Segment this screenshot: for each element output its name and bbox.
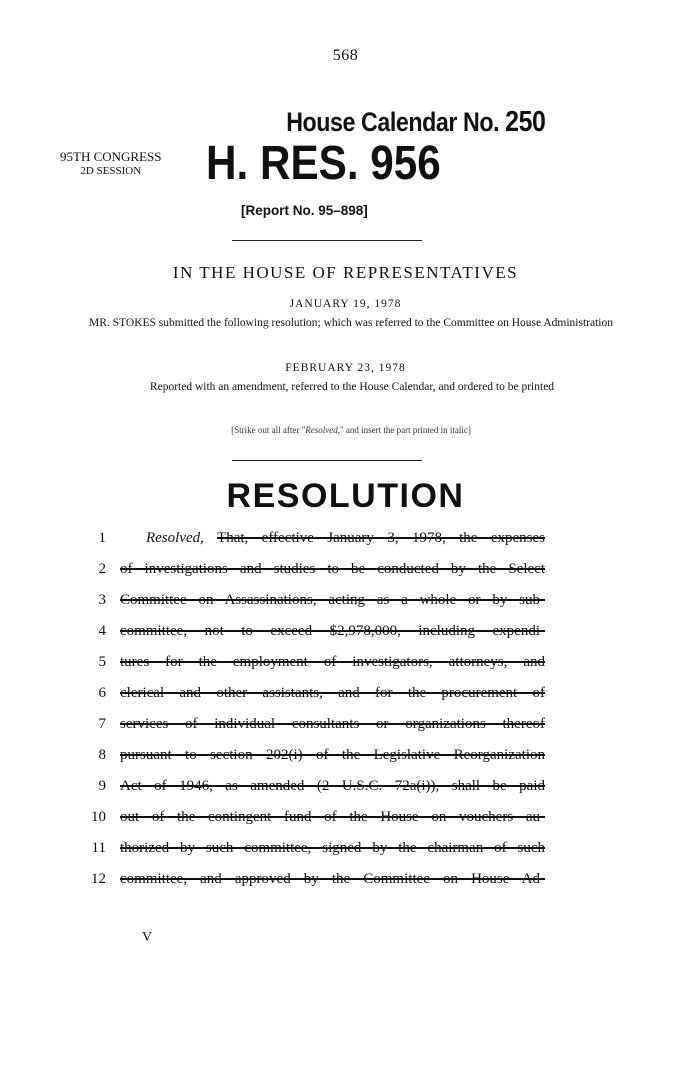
text-line (0, 716, 691, 746)
text-line (0, 623, 691, 653)
text-line (0, 840, 691, 870)
report-number: [Report No. 95–898] (241, 203, 368, 218)
line-text (146, 530, 545, 547)
line-number: 4 (98, 623, 106, 639)
divider (232, 460, 422, 461)
line-text (120, 592, 545, 609)
struck-text: tures for the employment of investigators, attorneys, and (120, 654, 545, 670)
introduced-date: JANUARY 19, 1978 (289, 298, 402, 310)
line-number: 12 (91, 871, 106, 887)
text-line (0, 809, 691, 839)
line-number: 5 (98, 654, 106, 670)
amendment-instruction (78, 425, 624, 435)
congress-label: 95TH CONGRESS (60, 149, 162, 164)
line-text (120, 747, 545, 764)
line-number: 10 (91, 809, 106, 825)
struck-text: Committee on Assassinations, acting as a whole or by sub- (120, 592, 545, 608)
line-number: 9 (98, 778, 106, 794)
chamber-heading: IN THE HOUSE OF REPRESENTATIVES (172, 263, 519, 282)
struck-text: thorized by such committee, signed by the chairman of such (120, 840, 545, 856)
line-text (120, 716, 545, 733)
line-text (120, 840, 545, 857)
line-text (120, 871, 545, 888)
text-line (0, 654, 691, 684)
struck-text: pursuant to section 202(i) of the Legislative Reorganization (120, 747, 545, 763)
struck-text: of investigations and studies to be conducted by the Select (120, 561, 545, 577)
line-number: 7 (98, 716, 106, 732)
line-text (120, 654, 545, 671)
line-number: 8 (98, 747, 106, 763)
instruction-pre: [Strike out all after " (231, 425, 306, 435)
line-text (120, 561, 545, 578)
struck-text: committee, not to exceed $2,978,000, including expendi- (120, 623, 545, 639)
struck-text: That, effective January 3, 1978, the expenses (217, 530, 545, 546)
bill-title: H. RES. 956 (206, 137, 441, 190)
resolution-heading: RESOLUTION (226, 477, 465, 515)
struck-text: Act of 1946, as amended (2 U.S.C. 72a(i)), shall be paid (120, 778, 545, 794)
calendar-prefix: House Calendar No. (285, 107, 499, 137)
struck-text: clerical and other assistants, and for the procurement of (120, 685, 545, 701)
line-number: 1 (98, 530, 106, 546)
struck-text: out of the contingent fund of the House on vouchers au- (120, 809, 545, 825)
footer-mark: V (142, 930, 153, 945)
line-text (120, 809, 545, 826)
line-text (120, 685, 545, 702)
instruction-italic: Resolved, (305, 425, 340, 435)
divider (232, 240, 422, 241)
resolved-lead: Resolved, (146, 530, 204, 546)
line-text (120, 778, 545, 795)
line-number: 3 (98, 592, 106, 608)
text-line (0, 530, 691, 560)
line-text (120, 623, 545, 640)
line-number: 6 (98, 685, 106, 701)
calendar-number: 250 (504, 106, 545, 138)
struck-text: services of individual consultants or organizations thereof (120, 716, 545, 732)
struck-text: committee, and approved by the Committee on House Ad- (120, 871, 545, 887)
house-calendar-number (286, 106, 545, 139)
text-line (0, 778, 691, 808)
text-line (0, 871, 691, 901)
congress-session (60, 150, 162, 178)
instruction-post: " and insert the part printed in italic] (340, 425, 471, 435)
text-line (0, 561, 691, 591)
text-line (0, 747, 691, 777)
session-label: 2D SESSION (80, 165, 142, 177)
submission-note: MR. STOKES submitted the following resolution; which was referred to the Committee on House Administration (89, 317, 613, 329)
line-number: 11 (91, 840, 106, 856)
reported-date: FEBRUARY 23, 1978 (285, 362, 406, 374)
page-number: 568 (332, 47, 359, 64)
text-line (0, 592, 691, 622)
text-line (0, 685, 691, 715)
line-number: 2 (98, 561, 106, 577)
reported-note: Reported with an amendment, referred to the House Calendar, and ordered to be printed (149, 381, 555, 393)
